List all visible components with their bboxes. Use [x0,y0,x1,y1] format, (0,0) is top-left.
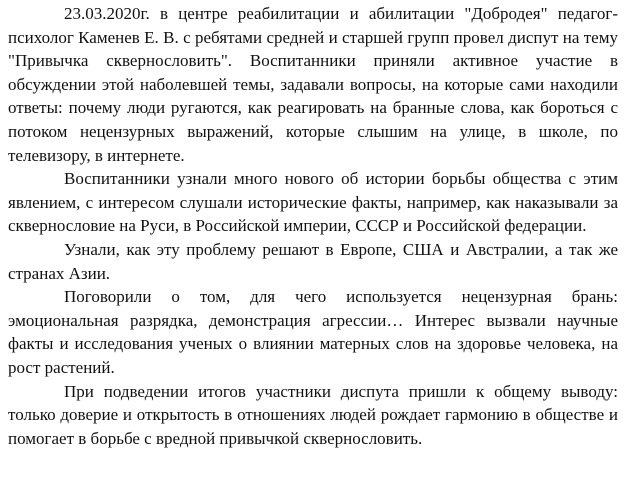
paragraph-other-countries: Узнали, как эту проблему решают в Европе, США и Австралии, а так же странах Азии. [8,239,618,283]
paragraph-event-description: 23.03.2020г. в центре реабилитации и абилитации "Добродея" педагог-психолог Каменев Е. В. с ребятами средней и старшей групп провел диспут на тему "Привычка сквернословить". Воспитанники приняли активное участие в обсуждении этой наболевшей темы, задавали вопросы, на которые сами находили ответы: почему люди ругаются, как реагировать на бранные слова, как бороться с потоком нецензурных выражений, которые слышим на улице, в школе, по телевизору, в интернете. [8,4,618,165]
paragraph-history: Воспитанники узнали много нового об истории борьбы общества с этим явлением, с интересом слушали исторические факты, например, как наказывали за сквернословие на Руси, в Российской империи, СССР и Российской федерации. [8,169,618,236]
paragraph-conclusion: При подведении итогов участники диспута пришли к общему выводу: только доверие и открытость в отношениях людей рождает гармонию в обществе и помогает в борьбе с вредной привычкой сквернословить. [8,381,618,448]
paragraph-reasons: Поговорили о том, для чего используется нецензурная брань: эмоциональная разрядка, демонстрация агрессии… Интерес вызвали научные факты и исследования ученых о влиянии матерных слов на здоровье человека, на рост растений. [8,287,618,377]
